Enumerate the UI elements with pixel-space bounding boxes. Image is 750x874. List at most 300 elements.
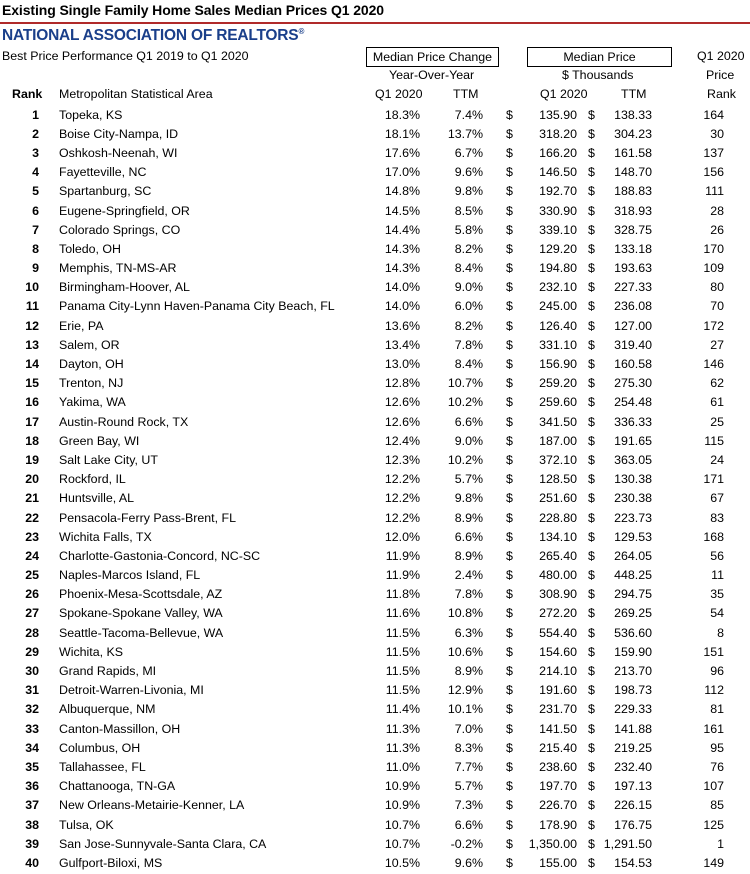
msa-cell: Yakima, WA bbox=[59, 395, 126, 410]
change-ttm-cell: 5.8% bbox=[454, 222, 483, 237]
table-row bbox=[0, 604, 750, 623]
rank-cell: 18 bbox=[25, 433, 39, 448]
price-q1-cell bbox=[499, 508, 581, 527]
change-q1-cell: 10.5% bbox=[384, 855, 420, 870]
table-row bbox=[0, 546, 750, 565]
currency-symbol: $ bbox=[588, 280, 595, 295]
change-ttm-cell: 9.8% bbox=[454, 184, 483, 199]
price-q1-value: 134.10 bbox=[539, 529, 577, 544]
change-ttm-cell: 6.6% bbox=[454, 817, 483, 832]
price-q1-value: 146.50 bbox=[539, 165, 577, 180]
currency-symbol: $ bbox=[588, 126, 595, 141]
header-sub-change: Year-Over-Year bbox=[389, 68, 475, 82]
price-q1-value: 155.00 bbox=[539, 855, 577, 870]
table-row bbox=[0, 354, 750, 373]
change-q1-cell: 17.6% bbox=[384, 145, 420, 160]
price-q1-value: 372.10 bbox=[539, 452, 577, 467]
page-title: Existing Single Family Home Sales Median Prices Q1 2020 bbox=[2, 2, 384, 18]
currency-symbol: $ bbox=[506, 721, 513, 736]
price-q1-cell bbox=[499, 489, 581, 508]
price-q1-value: 1,350.00 bbox=[528, 836, 577, 851]
change-ttm-cell: 7.3% bbox=[454, 798, 483, 813]
table-row bbox=[0, 585, 750, 604]
currency-symbol: $ bbox=[506, 759, 513, 774]
table-row bbox=[0, 700, 750, 719]
price-rank-cell: 61 bbox=[710, 395, 724, 410]
rank-cell: 17 bbox=[25, 414, 39, 429]
price-rank-cell: 83 bbox=[710, 510, 724, 525]
change-q1-cell: 14.3% bbox=[384, 261, 420, 276]
msa-cell: Columbus, OH bbox=[59, 740, 141, 755]
change-ttm-cell: 8.3% bbox=[454, 740, 483, 755]
price-ttm-cell bbox=[581, 239, 656, 258]
price-q1-cell bbox=[499, 777, 581, 796]
price-ttm-cell bbox=[581, 335, 656, 354]
currency-symbol: $ bbox=[506, 798, 513, 813]
change-ttm-cell: 8.2% bbox=[454, 241, 483, 256]
price-ttm-value: 159.90 bbox=[614, 644, 652, 659]
change-q1-cell: 14.8% bbox=[384, 184, 420, 199]
rank-cell: 5 bbox=[32, 184, 39, 199]
price-q1-value: 128.50 bbox=[539, 472, 577, 487]
price-q1-value: 129.20 bbox=[539, 241, 577, 256]
price-q1-value: 308.90 bbox=[539, 587, 577, 602]
currency-symbol: $ bbox=[588, 606, 595, 621]
price-q1-cell bbox=[499, 450, 581, 469]
price-rank-cell: 54 bbox=[710, 606, 724, 621]
currency-symbol: $ bbox=[588, 683, 595, 698]
currency-symbol: $ bbox=[506, 241, 513, 256]
price-q1-value: 126.40 bbox=[539, 318, 577, 333]
msa-cell: Boise City-Nampa, ID bbox=[59, 126, 179, 141]
currency-symbol: $ bbox=[506, 855, 513, 870]
change-q1-cell: 13.4% bbox=[384, 337, 420, 352]
currency-symbol: $ bbox=[506, 664, 513, 679]
change-q1-cell: 12.2% bbox=[384, 491, 420, 506]
change-q1-cell: 11.6% bbox=[385, 606, 420, 621]
change-ttm-cell: 5.7% bbox=[454, 472, 483, 487]
price-rank-cell: 164 bbox=[703, 107, 724, 122]
currency-symbol: $ bbox=[506, 433, 513, 448]
price-q1-value: 259.60 bbox=[539, 395, 577, 410]
rank-cell: 39 bbox=[25, 836, 39, 851]
msa-cell: Wichita Falls, TX bbox=[59, 529, 152, 544]
rank-cell: 16 bbox=[25, 395, 39, 410]
price-q1-cell bbox=[499, 757, 581, 776]
change-ttm-cell: 9.6% bbox=[454, 165, 483, 180]
rank-cell: 13 bbox=[25, 337, 39, 352]
price-table bbox=[0, 105, 750, 873]
header-change-q1: Q1 2020 bbox=[375, 87, 423, 101]
currency-symbol: $ bbox=[588, 241, 595, 256]
price-ttm-cell bbox=[581, 604, 656, 623]
rank-cell: 28 bbox=[25, 625, 39, 640]
rank-cell: 1 bbox=[32, 107, 39, 122]
currency-symbol: $ bbox=[588, 568, 595, 583]
price-q1-value: 231.70 bbox=[539, 702, 577, 717]
price-q1-value: 226.70 bbox=[539, 798, 577, 813]
currency-symbol: $ bbox=[588, 376, 595, 391]
price-q1-value: 265.40 bbox=[539, 548, 577, 563]
change-ttm-cell: 9.8% bbox=[454, 491, 483, 506]
currency-symbol: $ bbox=[506, 318, 513, 333]
price-ttm-value: 363.05 bbox=[614, 452, 652, 467]
rank-cell: 22 bbox=[25, 510, 39, 525]
price-ttm-value: 161.58 bbox=[614, 145, 652, 160]
table-row bbox=[0, 508, 750, 527]
price-q1-value: 318.20 bbox=[539, 126, 577, 141]
rank-cell: 29 bbox=[25, 644, 39, 659]
currency-symbol: $ bbox=[506, 625, 513, 640]
msa-cell: Tulsa, OK bbox=[59, 817, 114, 832]
rank-cell: 19 bbox=[25, 452, 39, 467]
price-q1-cell bbox=[499, 681, 581, 700]
rank-cell: 14 bbox=[25, 357, 39, 372]
price-ttm-cell bbox=[581, 143, 656, 162]
change-ttm-cell: 8.5% bbox=[454, 203, 483, 218]
msa-cell: Chattanooga, TN-GA bbox=[59, 779, 176, 794]
change-ttm-cell: 10.1% bbox=[447, 702, 483, 717]
price-ttm-value: 141.88 bbox=[614, 721, 652, 736]
currency-symbol: $ bbox=[506, 107, 513, 122]
currency-symbol: $ bbox=[506, 145, 513, 160]
msa-cell: Wichita, KS bbox=[59, 644, 124, 659]
price-ttm-cell bbox=[581, 757, 656, 776]
price-rank-cell: 151 bbox=[703, 644, 724, 659]
price-q1-cell bbox=[499, 719, 581, 738]
price-ttm-cell bbox=[581, 163, 656, 182]
currency-symbol: $ bbox=[506, 126, 513, 141]
currency-symbol: $ bbox=[588, 395, 595, 410]
currency-symbol: $ bbox=[588, 702, 595, 717]
header-sub-price: $ Thousands bbox=[562, 68, 634, 82]
table-row bbox=[0, 163, 750, 182]
table-row bbox=[0, 681, 750, 700]
price-rank-cell: 30 bbox=[710, 126, 724, 141]
msa-cell: Phoenix-Mesa-Scottsdale, AZ bbox=[59, 587, 223, 602]
currency-symbol: $ bbox=[506, 337, 513, 352]
price-q1-cell bbox=[499, 527, 581, 546]
currency-symbol: $ bbox=[588, 721, 595, 736]
currency-symbol: $ bbox=[588, 491, 595, 506]
table-row bbox=[0, 450, 750, 469]
price-ttm-cell bbox=[581, 566, 656, 585]
price-rank-cell: 56 bbox=[710, 548, 724, 563]
price-ttm-cell bbox=[581, 719, 656, 738]
price-q1-value: 554.40 bbox=[539, 625, 577, 640]
msa-cell: Topeka, KS bbox=[59, 107, 123, 122]
change-ttm-cell: 6.7% bbox=[454, 145, 483, 160]
change-ttm-cell: 13.7% bbox=[447, 126, 483, 141]
price-ttm-cell bbox=[581, 508, 656, 527]
change-q1-cell: 14.4% bbox=[384, 222, 420, 237]
currency-symbol: $ bbox=[506, 203, 513, 218]
price-ttm-cell bbox=[581, 124, 656, 143]
msa-cell: Austin-Round Rock, TX bbox=[59, 414, 189, 429]
change-ttm-cell: 6.6% bbox=[454, 529, 483, 544]
price-q1-cell bbox=[499, 412, 581, 431]
price-ttm-value: 138.33 bbox=[614, 107, 652, 122]
price-rank-cell: 146 bbox=[703, 357, 724, 372]
price-ttm-cell bbox=[581, 834, 656, 853]
currency-symbol: $ bbox=[506, 491, 513, 506]
price-ttm-value: 319.40 bbox=[614, 337, 652, 352]
msa-cell: Tallahassee, FL bbox=[59, 759, 146, 774]
price-ttm-value: 191.65 bbox=[614, 433, 652, 448]
msa-cell: Seattle-Tacoma-Bellevue, WA bbox=[59, 625, 224, 640]
price-q1-cell bbox=[499, 393, 581, 412]
msa-cell: Fayetteville, NC bbox=[59, 165, 147, 180]
currency-symbol: $ bbox=[588, 529, 595, 544]
price-q1-value: 272.20 bbox=[539, 606, 577, 621]
price-rank-cell: 168 bbox=[703, 529, 724, 544]
rank-cell: 26 bbox=[25, 587, 39, 602]
price-rank-cell: 26 bbox=[710, 222, 724, 237]
currency-symbol: $ bbox=[588, 299, 595, 314]
price-ttm-cell bbox=[581, 681, 656, 700]
price-rank-cell: 1 bbox=[717, 836, 724, 851]
rank-cell: 11 bbox=[25, 299, 39, 314]
price-q1-value: 330.90 bbox=[539, 203, 577, 218]
price-rank-cell: 137 bbox=[703, 145, 724, 160]
price-rank-cell: 85 bbox=[710, 798, 724, 813]
price-ttm-value: 129.53 bbox=[614, 529, 652, 544]
price-rank-cell: 76 bbox=[710, 759, 724, 774]
change-q1-cell: 11.5% bbox=[385, 625, 420, 640]
rank-cell: 27 bbox=[25, 606, 39, 621]
change-q1-cell: 12.8% bbox=[384, 376, 420, 391]
rank-cell: 9 bbox=[32, 261, 39, 276]
msa-cell: Grand Rapids, MI bbox=[59, 664, 157, 679]
table-row bbox=[0, 470, 750, 489]
price-q1-value: 197.70 bbox=[539, 779, 577, 794]
change-ttm-cell: 8.9% bbox=[454, 548, 483, 563]
rank-cell: 40 bbox=[25, 855, 39, 870]
currency-symbol: $ bbox=[506, 587, 513, 602]
price-rank-cell: 8 bbox=[717, 625, 724, 640]
msa-cell: Charlotte-Gastonia-Concord, NC-SC bbox=[59, 548, 261, 563]
price-rank-cell: 81 bbox=[710, 702, 724, 717]
msa-cell: Erie, PA bbox=[59, 318, 104, 333]
price-q1-cell bbox=[499, 738, 581, 757]
change-q1-cell: 12.6% bbox=[384, 395, 420, 410]
currency-symbol: $ bbox=[506, 472, 513, 487]
rank-cell: 3 bbox=[32, 145, 39, 160]
change-q1-cell: 13.6% bbox=[384, 318, 420, 333]
msa-cell: Spokane-Spokane Valley, WA bbox=[59, 606, 223, 621]
price-q1-value: 156.90 bbox=[539, 357, 577, 372]
header-group-price-change: Median Price Change bbox=[366, 47, 499, 67]
change-ttm-cell: 2.4% bbox=[454, 568, 483, 583]
change-q1-cell: 10.9% bbox=[384, 798, 420, 813]
price-q1-cell bbox=[499, 834, 581, 853]
price-q1-cell bbox=[499, 604, 581, 623]
price-ttm-value: 223.73 bbox=[614, 510, 652, 525]
currency-symbol: $ bbox=[506, 510, 513, 525]
rank-cell: 30 bbox=[25, 664, 39, 679]
price-ttm-value: 176.75 bbox=[614, 817, 652, 832]
table-row bbox=[0, 661, 750, 680]
change-ttm-cell: -0.2% bbox=[450, 836, 483, 851]
change-ttm-cell: 7.8% bbox=[454, 337, 483, 352]
price-q1-value: 228.80 bbox=[539, 510, 577, 525]
change-q1-cell: 12.2% bbox=[384, 510, 420, 525]
change-q1-cell: 12.4% bbox=[384, 433, 420, 448]
change-ttm-cell: 6.3% bbox=[454, 625, 483, 640]
change-q1-cell: 12.2% bbox=[384, 472, 420, 487]
price-ttm-value: 232.40 bbox=[614, 759, 652, 774]
price-ttm-cell bbox=[581, 412, 656, 431]
price-q1-cell bbox=[499, 853, 581, 872]
header-group-median-price: Median Price bbox=[527, 47, 672, 67]
currency-symbol: $ bbox=[506, 299, 513, 314]
price-ttm-value: 148.70 bbox=[614, 165, 652, 180]
change-q1-cell: 13.0% bbox=[384, 357, 420, 372]
price-ttm-cell bbox=[581, 393, 656, 412]
msa-cell: Memphis, TN-MS-AR bbox=[59, 261, 177, 276]
price-q1-cell bbox=[499, 316, 581, 335]
rank-cell: 31 bbox=[25, 683, 39, 698]
price-q1-cell bbox=[499, 163, 581, 182]
msa-cell: New Orleans-Metairie-Kenner, LA bbox=[59, 798, 245, 813]
price-rank-cell: 115 bbox=[704, 433, 724, 448]
price-rank-cell: 170 bbox=[703, 241, 724, 256]
change-q1-cell: 11.9% bbox=[385, 568, 420, 583]
msa-cell: Birmingham-Hoover, AL bbox=[59, 280, 190, 295]
price-ttm-value: 219.25 bbox=[614, 740, 652, 755]
price-q1-cell bbox=[499, 201, 581, 220]
table-row bbox=[0, 393, 750, 412]
price-ttm-cell bbox=[581, 354, 656, 373]
header-rank: Rank bbox=[12, 87, 43, 101]
price-rank-cell: 62 bbox=[710, 376, 724, 391]
price-ttm-value: 127.00 bbox=[614, 318, 652, 333]
price-ttm-cell bbox=[581, 777, 656, 796]
change-q1-cell: 18.1% bbox=[384, 126, 420, 141]
price-ttm-value: 197.13 bbox=[614, 779, 652, 794]
table-row bbox=[0, 834, 750, 853]
msa-cell: Salem, OR bbox=[59, 337, 120, 352]
change-ttm-cell: 9.0% bbox=[454, 433, 483, 448]
change-ttm-cell: 7.0% bbox=[454, 721, 483, 736]
msa-cell: Dayton, OH bbox=[59, 357, 124, 372]
currency-symbol: $ bbox=[588, 318, 595, 333]
price-q1-value: 251.60 bbox=[539, 491, 577, 506]
price-q1-value: 341.50 bbox=[539, 414, 577, 429]
change-ttm-cell: 9.6% bbox=[454, 855, 483, 870]
currency-symbol: $ bbox=[506, 817, 513, 832]
header-sub-rank: Price bbox=[706, 68, 735, 82]
currency-symbol: $ bbox=[506, 357, 513, 372]
table-row bbox=[0, 719, 750, 738]
price-ttm-value: 448.25 bbox=[614, 568, 652, 583]
currency-symbol: $ bbox=[506, 452, 513, 467]
table-row bbox=[0, 105, 750, 124]
price-ttm-cell bbox=[581, 105, 656, 124]
currency-symbol: $ bbox=[506, 740, 513, 755]
price-q1-value: 178.90 bbox=[539, 817, 577, 832]
price-q1-cell bbox=[499, 661, 581, 680]
currency-symbol: $ bbox=[506, 702, 513, 717]
currency-symbol: $ bbox=[588, 740, 595, 755]
table-row bbox=[0, 335, 750, 354]
msa-cell: Green Bay, WI bbox=[59, 433, 140, 448]
price-rank-cell: 107 bbox=[703, 779, 724, 794]
rank-cell: 23 bbox=[25, 529, 39, 544]
msa-cell: Huntsville, AL bbox=[59, 491, 135, 506]
msa-cell: Albuquerque, NM bbox=[59, 702, 156, 717]
price-rank-cell: 96 bbox=[710, 664, 724, 679]
price-rank-cell: 161 bbox=[703, 721, 724, 736]
msa-cell: Toledo, OH bbox=[59, 241, 121, 256]
currency-symbol: $ bbox=[506, 644, 513, 659]
currency-symbol: $ bbox=[506, 280, 513, 295]
price-q1-value: 214.10 bbox=[539, 664, 577, 679]
table-row bbox=[0, 412, 750, 431]
price-rank-cell: 95 bbox=[710, 740, 724, 755]
price-q1-cell bbox=[499, 335, 581, 354]
table-row bbox=[0, 374, 750, 393]
change-q1-cell: 17.0% bbox=[384, 165, 420, 180]
price-ttm-cell bbox=[581, 374, 656, 393]
msa-cell: Spartanburg, SC bbox=[59, 184, 152, 199]
currency-symbol: $ bbox=[588, 165, 595, 180]
change-q1-cell: 11.8% bbox=[385, 587, 420, 602]
change-q1-cell: 14.0% bbox=[384, 299, 420, 314]
currency-symbol: $ bbox=[506, 779, 513, 794]
price-ttm-value: 269.25 bbox=[614, 606, 652, 621]
price-ttm-value: 318.93 bbox=[614, 203, 652, 218]
table-body bbox=[0, 105, 750, 873]
price-rank-cell: 125 bbox=[703, 817, 724, 832]
change-q1-cell: 11.4% bbox=[385, 702, 420, 717]
change-ttm-cell: 7.4% bbox=[454, 107, 483, 122]
price-ttm-value: 328.75 bbox=[614, 222, 652, 237]
rank-cell: 24 bbox=[25, 548, 39, 563]
price-ttm-cell bbox=[581, 815, 656, 834]
currency-symbol: $ bbox=[506, 529, 513, 544]
rank-cell: 25 bbox=[25, 568, 39, 583]
price-rank-cell: 28 bbox=[710, 203, 724, 218]
rank-cell: 8 bbox=[32, 241, 39, 256]
price-q1-cell bbox=[499, 623, 581, 642]
change-ttm-cell: 8.4% bbox=[454, 261, 483, 276]
currency-symbol: $ bbox=[588, 203, 595, 218]
change-q1-cell: 11.9% bbox=[385, 548, 420, 563]
currency-symbol: $ bbox=[506, 683, 513, 698]
price-ttm-value: 336.33 bbox=[614, 414, 652, 429]
header-price-rank: Rank bbox=[707, 87, 736, 101]
table-row bbox=[0, 642, 750, 661]
price-ttm-value: 229.33 bbox=[614, 702, 652, 717]
price-ttm-cell bbox=[581, 431, 656, 450]
price-ttm-cell bbox=[581, 297, 656, 316]
currency-symbol: $ bbox=[588, 145, 595, 160]
price-ttm-value: 264.05 bbox=[614, 548, 652, 563]
currency-symbol: $ bbox=[588, 759, 595, 774]
currency-symbol: $ bbox=[588, 222, 595, 237]
price-ttm-value: 294.75 bbox=[614, 587, 652, 602]
table-row bbox=[0, 623, 750, 642]
price-ttm-value: 227.33 bbox=[614, 280, 652, 295]
price-ttm-value: 226.15 bbox=[614, 798, 652, 813]
change-ttm-cell: 10.2% bbox=[447, 452, 483, 467]
currency-symbol: $ bbox=[506, 184, 513, 199]
price-q1-value: 480.00 bbox=[539, 568, 577, 583]
registered-mark: ® bbox=[298, 27, 305, 36]
change-q1-cell: 14.5% bbox=[384, 203, 420, 218]
rank-cell: 34 bbox=[25, 740, 39, 755]
